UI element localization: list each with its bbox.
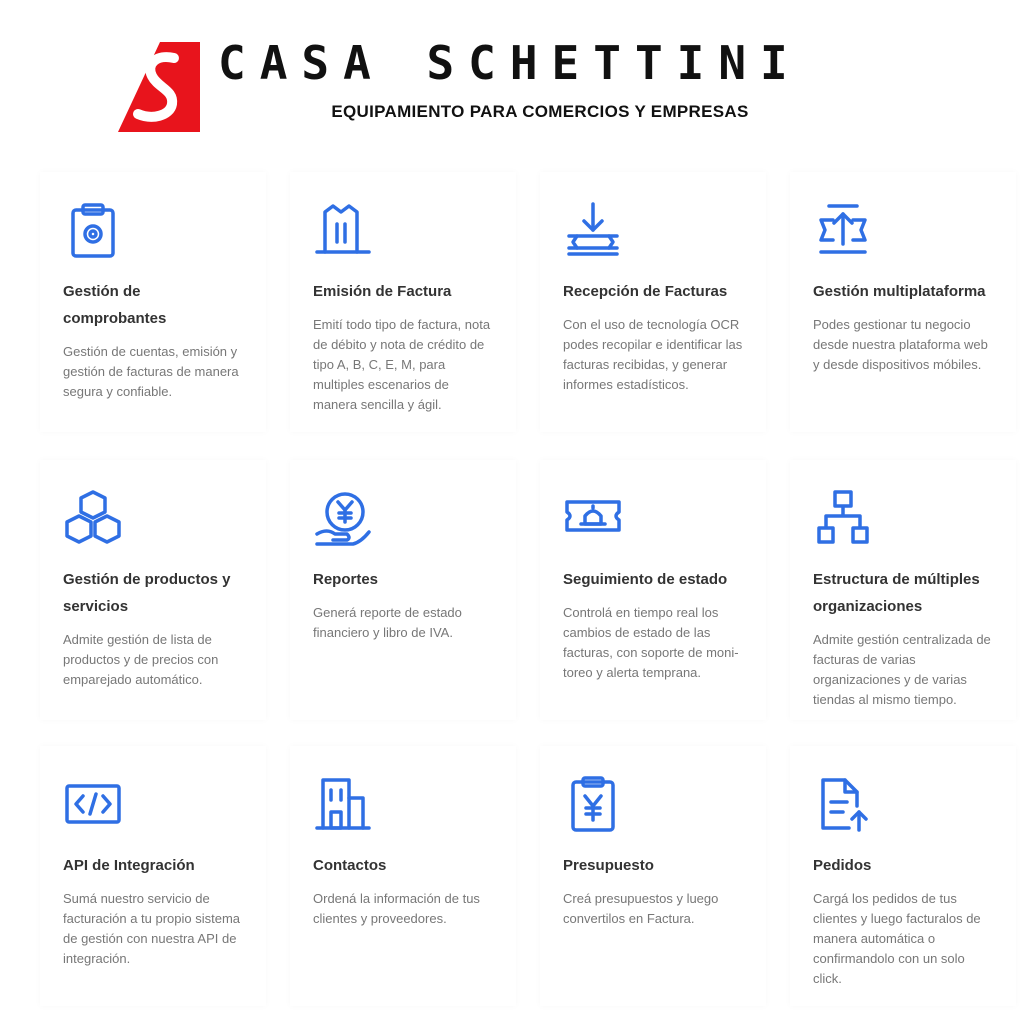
- feature-title: API de Integración: [63, 857, 195, 874]
- receipt-clipboard-icon: [63, 200, 123, 260]
- ticket-alarm-icon: [563, 488, 623, 548]
- feature-grid: [40, 172, 1024, 1012]
- brand-tagline: EQUIPAMIENTO PARA COMERCIOS Y EMPRESAS: [331, 102, 749, 121]
- feature-title: Recepción de Facturas: [563, 283, 728, 300]
- yen-clipboard-icon: [563, 774, 623, 834]
- building-icon: [313, 774, 373, 834]
- feature-title: Emisión de Factura: [313, 283, 452, 300]
- feature-card-presupuesto: [540, 746, 766, 1006]
- feature-card-pedidos: [790, 746, 1016, 1006]
- feature-card-organizaciones: [790, 460, 1016, 720]
- feature-card-seguimiento: [540, 460, 766, 720]
- feature-title: Reportes: [313, 571, 379, 588]
- header: [0, 0, 1024, 140]
- feature-description: Ordená la información de tus clientes y proveedores.: [313, 891, 480, 926]
- feature-description: Creá presupuestos y luego convertilos en Factura.: [563, 891, 719, 926]
- brand-name: CASA SCHETTINI: [218, 36, 802, 90]
- feature-card-multiplataforma: [790, 172, 1016, 432]
- feature-title: Gestión de productos y servicios: [63, 571, 231, 615]
- feature-title: Presupuesto: [563, 857, 654, 874]
- feature-title: Pedidos: [813, 857, 872, 874]
- feature-card-api: [40, 746, 266, 1006]
- cubes-icon: [63, 488, 123, 548]
- download-tray-icon: [563, 200, 623, 260]
- code-icon: [63, 774, 123, 834]
- brand-logo: [116, 40, 200, 132]
- feature-card-contactos: [290, 746, 516, 1006]
- document-upload-icon: [813, 774, 873, 834]
- feature-title: Gestión de comprobantes: [63, 283, 167, 327]
- invoice-printer-icon: [313, 200, 373, 260]
- feature-title: Contactos: [313, 857, 387, 874]
- feature-description: Admite gestión de lista de productos y de precios con emparejado automático.: [63, 632, 219, 687]
- feature-card-reportes: [290, 460, 516, 720]
- feature-description: Con el uso de tecnología OCR podes recopilar e identificar las facturas recibidas, y generar informes estadísticos.: [563, 317, 743, 392]
- feature-description: Podes gestionar tu negocio desde nuestra plataforma web y desde dispositivos móbiles.: [813, 317, 988, 372]
- feature-description: Admite gestión centralizada de facturas de varias organizaciones y de varias tiendas al mismo tiempo.: [813, 632, 991, 707]
- feature-card-productos: [40, 460, 266, 720]
- feature-card-comprobantes: [40, 172, 266, 432]
- feature-description: Emití todo tipo de factura, nota de débito y nota de crédito de tipo A, B, C, E, M, para multiples escenarios de manera sencilla y ágil.: [313, 317, 491, 412]
- upload-tray-icon: [813, 200, 873, 260]
- feature-title: Estructura de múltiples organizaciones: [813, 571, 980, 615]
- feature-description: Generá reporte de estado financiero y libro de IVA.: [313, 605, 462, 640]
- feature-card-recepcion: [540, 172, 766, 432]
- feature-description: Controlá en tiempo real los cambios de estado de las facturas, con soporte de moni- toreo y alerta temprana.: [563, 605, 739, 680]
- feature-description: Cargá los pedidos de tus clientes y luego facturalos de manera automática o confirmandolo con un solo click.: [813, 891, 981, 986]
- feature-description: Sumá nuestro servicio de facturación a tu propio sistema de gestión con nuestra API de integración.: [63, 891, 241, 966]
- org-structure-icon: [813, 488, 873, 548]
- feature-card-emision: [290, 172, 516, 432]
- feature-title: Gestión multiplataforma: [813, 283, 986, 300]
- yen-hand-icon: [313, 488, 373, 548]
- feature-description: Gestión de cuentas, emisión y gestión de facturas de manera segura y confiable.: [63, 344, 239, 399]
- feature-title: Seguimiento de estado: [563, 571, 728, 588]
